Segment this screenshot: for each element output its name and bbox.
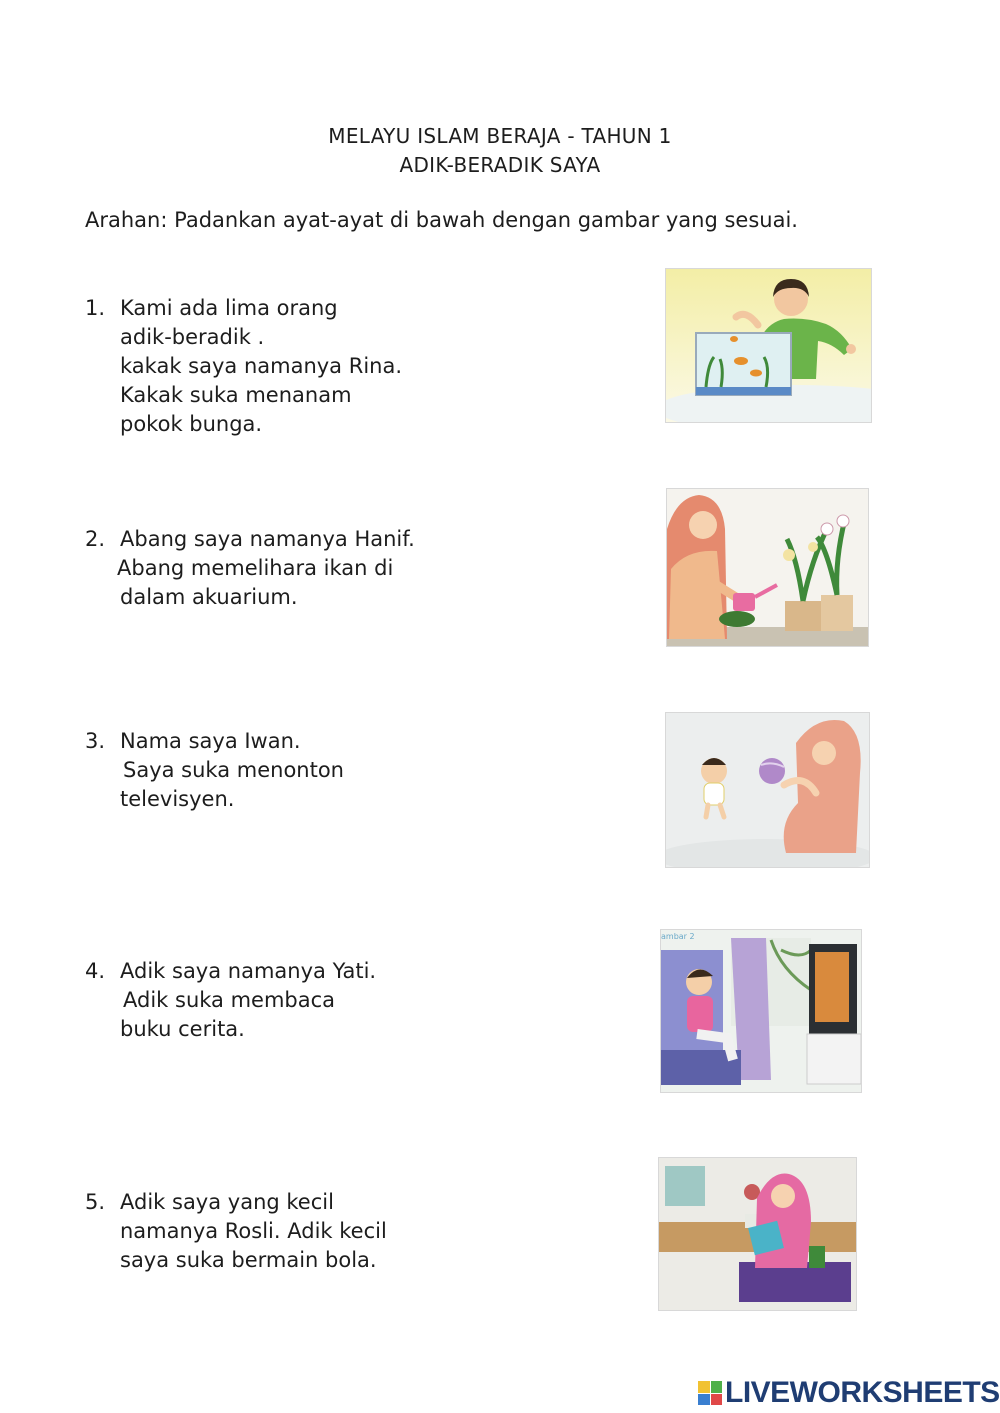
sentence-line: Adik saya namanya Yati. (120, 959, 377, 983)
sentence-line: Nama saya Iwan. (120, 729, 301, 753)
sentence-line: Abang saya namanya Hanif. (120, 527, 415, 551)
picture-girl-reading[interactable] (658, 1157, 857, 1311)
item-number: 1. (85, 296, 106, 320)
liveworksheets-logo[interactable] (698, 1376, 1000, 1410)
picture-caption: ambar 2 (661, 932, 695, 941)
worksheet-title: MELAYU ISLAM BERAJA - TAHUN 1 (328, 124, 672, 148)
item-number: 2. (85, 527, 106, 551)
sentence-line: televisyen. (120, 787, 235, 811)
sentence-line: saya suka bermain bola. (120, 1248, 377, 1272)
picture-boy-aquarium[interactable] (665, 268, 872, 423)
brand-name: LIVEWORKSHEETS (725, 1376, 1000, 1409)
sentence-line: kakak saya namanya Rina. (120, 354, 403, 378)
sentence-line: namanya Rosli. Adik kecil (120, 1219, 387, 1243)
item-number: 5. (85, 1190, 106, 1214)
sentence-line: dalam akuarium. (120, 585, 298, 609)
sentence-line: Abang memelihara ikan di (117, 556, 394, 580)
sentence-line: Adik saya yang kecil (120, 1190, 334, 1214)
item-number: 4. (85, 959, 106, 983)
sentence-line: Saya suka menonton (123, 758, 344, 782)
sentence-line: pokok bunga. (120, 412, 263, 436)
sentence-line: Kakak suka menanam (120, 383, 352, 407)
worksheet-subtitle: ADIK-BERADIK SAYA (399, 153, 601, 177)
sentence-line: buku cerita. (120, 1017, 245, 1041)
picture-girl-watering-flowers[interactable] (666, 488, 869, 647)
picture-boy-television[interactable] (660, 929, 862, 1093)
item-number: 3. (85, 729, 106, 753)
sentence-line: Kami ada lima orang (120, 296, 338, 320)
sentence-line: adik-beradik . (120, 325, 265, 349)
sentence-line: Adik suka membaca (123, 988, 336, 1012)
instruction-text: Arahan: Padankan ayat-ayat di bawah dengan gambar yang sesuai. (85, 208, 798, 232)
logo-squares-icon (698, 1381, 722, 1405)
picture-girl-toddler-ball[interactable] (665, 712, 870, 868)
